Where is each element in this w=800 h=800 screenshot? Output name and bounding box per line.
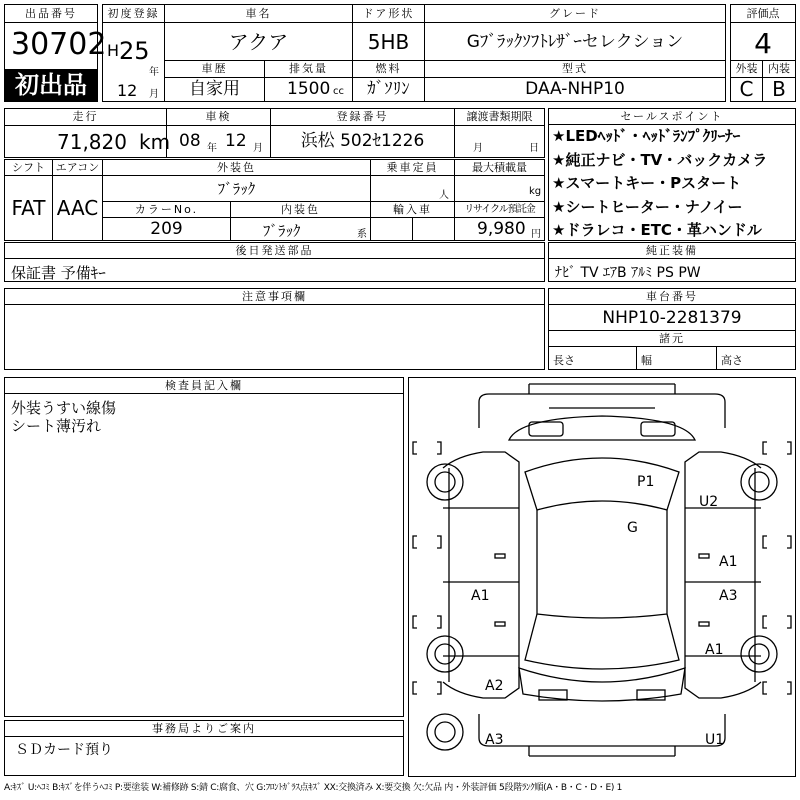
footer-legend: A:ｷｽﾞ U:ﾍｺﾐ B:ｷｽﾞを伴うﾍｺﾐ P:要塗装 W:補修跡 S:錆 C:腐食、穴 G:ﾌﾛﾝﾄｶﾞﾗｽ点ｷｽﾞ XX:交換済み X:要交換 欠:欠品 内・外装評価 5段階ﾗﾝｸ順(A・B・C・D・E) 1 [4, 783, 623, 793]
inspection-label: 車検 [167, 109, 271, 126]
genuine-label: 純正装備 [549, 243, 795, 259]
transfer-label: 譲渡書類期限 [455, 109, 544, 126]
int-color-label: 内装色 [231, 202, 371, 218]
int-color-suffix: 系 [357, 229, 367, 240]
spec-height-label: 高さ [721, 354, 743, 367]
inspector-line: 外装うすい線傷 [11, 399, 117, 417]
sales-point-item: ★ドラレコ・ETC・革ハンドル [552, 221, 762, 239]
ext-color-label: 外装色 [103, 160, 371, 176]
score: 4 [731, 23, 795, 61]
max-load-cell [455, 176, 544, 202]
model: DAA-NHP10 [525, 79, 625, 99]
history: 自家用 [165, 78, 265, 101]
plate-label: 登録番号 [271, 109, 455, 126]
first-reg-value [103, 23, 165, 101]
later-parts: 保証書 予備ｷｰ [11, 264, 106, 282]
mark-a1-right-upper: A1 [719, 554, 738, 570]
transfer-cell [455, 126, 544, 157]
model-label: 型式 [425, 61, 725, 78]
mileage-block [4, 108, 545, 158]
exterior-grade: C [731, 78, 763, 101]
mileage-label: 走行 [5, 109, 167, 126]
car-name: アクア [165, 23, 353, 61]
fuel-label: 燃料 [353, 61, 425, 78]
inspector-label: 検査員記入欄 [5, 378, 403, 394]
inspector-block [4, 377, 404, 717]
notes-block [4, 288, 545, 370]
inspection-month-unit: 月 [253, 143, 263, 154]
top-block [102, 4, 726, 102]
office-block [4, 720, 404, 776]
year-unit: 年 [149, 67, 159, 78]
chassis-block [548, 288, 796, 370]
inspection-year-unit: 年 [207, 143, 217, 154]
shift: FAT [5, 176, 53, 240]
mark-u2: U2 [699, 494, 719, 510]
mileage: 71,820 [57, 130, 127, 154]
displacement-unit: cc [333, 86, 344, 97]
mark-g: G [627, 520, 638, 536]
notes-label: 注意事項欄 [5, 289, 544, 305]
mark-a1-right-lower: A1 [705, 642, 724, 658]
color-no-label: カラーNo. [103, 202, 231, 218]
ext-color: ﾌﾞﾗｯｸ [103, 176, 371, 202]
genuine-block [548, 242, 796, 282]
era: H [107, 41, 120, 60]
first-listing-badge-text: 初出品 [15, 71, 87, 99]
mileage-cell [5, 126, 171, 157]
displacement: 1500 [287, 79, 331, 99]
spec-length-cell [549, 347, 637, 369]
max-load-unit: kg [529, 186, 542, 197]
reg-year: 25 [119, 37, 150, 65]
grade-label: グレード [425, 5, 725, 23]
import-label: 輸入車 [371, 202, 455, 218]
chassis-label: 車台番号 [549, 289, 795, 305]
ac: AAC [53, 176, 103, 240]
exterior-label: 外装 [731, 61, 763, 78]
office-message: ＳＤカード預り [15, 742, 113, 758]
mark-p1: P1 [637, 474, 655, 490]
lot-label: 出品番号 [5, 5, 97, 23]
sales-point-item: ★LEDﾍｯﾄﾞ・ﾍｯﾄﾞﾗﾝﾌﾟｸﾘｰﾅｰ [552, 127, 741, 145]
inspection-month: 12 [225, 131, 247, 151]
month-unit: 月 [149, 89, 159, 100]
mark-a3-right: A3 [719, 588, 738, 604]
import-cell-1 [371, 218, 413, 240]
genuine-equipment: ﾅﾋﾞ TV ｴｱB ｱﾙﾐ PS PW [555, 265, 701, 281]
recycle: 9,980 [477, 219, 526, 239]
damage-diagram [408, 377, 796, 777]
sales-point-item: ★シートヒーター・ナノイー [552, 197, 743, 216]
capacity-cell [371, 176, 455, 202]
mark-u1: U1 [705, 732, 725, 748]
import-cell-2 [413, 218, 455, 240]
history-label: 車歴 [165, 61, 265, 78]
lot-number: 30702 [11, 27, 107, 62]
int-color-cell [231, 218, 371, 240]
spec-width-label: 幅 [641, 354, 652, 367]
recycle-label: リサイクル預託金 [455, 202, 544, 218]
fuel: ｶﾞｿﾘﾝ [353, 78, 425, 101]
sales-point-item: ★純正ナビ・TV・バックカメラ [552, 150, 768, 169]
spec-height-cell [717, 347, 795, 369]
sales-point-item: ★スマートキー・Pスタート [552, 174, 742, 192]
displacement-label: 排気量 [265, 61, 353, 78]
interior-grade: B [772, 77, 786, 101]
car-outline [409, 378, 795, 776]
inspection-cell [167, 126, 271, 157]
score-label: 評価点 [731, 5, 795, 23]
specs-label: 諸元 [549, 331, 795, 347]
capacity-label: 乗車定員 [371, 160, 455, 176]
grade: Gﾌﾞﾗｯｸｿﾌﾄﾚｻﾞｰセレクション [425, 23, 725, 61]
transfer-month-unit: 月 [473, 143, 483, 154]
recycle-cell [455, 218, 544, 240]
ac-label: エアコン [53, 160, 103, 176]
lot-block [4, 4, 107, 102]
mileage-unit: km [139, 130, 171, 154]
shift-label: シフト [5, 160, 53, 176]
chassis-number: NHP10-2281379 [549, 305, 795, 331]
recycle-unit: 円 [531, 229, 541, 240]
capacity-unit: 人 [439, 190, 449, 201]
door-label: ドア形状 [353, 5, 425, 23]
max-load-label: 最大積載量 [455, 160, 544, 176]
plate: 浜松 502ｾ1226 [271, 126, 455, 157]
spec-length-label: 長さ [553, 354, 575, 367]
mark-a2: A2 [485, 678, 504, 694]
later-parts-label: 後日発送部品 [5, 243, 544, 259]
car-name-label: 車名 [165, 5, 353, 23]
sales-points-list [549, 125, 795, 243]
inspector-line: シート薄汚れ [11, 417, 102, 435]
sales-points-label: セールスポイント [549, 109, 795, 125]
color-no: 209 [103, 218, 231, 240]
mark-a1-left: A1 [471, 588, 490, 604]
office-label: 事務局よりご案内 [5, 721, 403, 737]
mark-a3-bottom: A3 [485, 732, 504, 748]
sales-points-block [548, 108, 796, 241]
int-color: ﾌﾞﾗｯｸ [263, 222, 301, 240]
interior-label: 内装 [763, 61, 795, 78]
first-reg-label: 初度登録 [103, 5, 165, 23]
door-type: 5HB [353, 23, 425, 61]
inspection-year: 08 [179, 131, 201, 151]
later-parts-block [4, 242, 545, 282]
displacement-cell [265, 78, 353, 101]
spec-width-cell [637, 347, 717, 369]
first-listing-badge [5, 69, 97, 101]
reg-month: 12 [117, 81, 138, 100]
transfer-day-unit: 日 [529, 143, 539, 154]
spec-block [4, 159, 545, 241]
score-block [730, 4, 796, 102]
